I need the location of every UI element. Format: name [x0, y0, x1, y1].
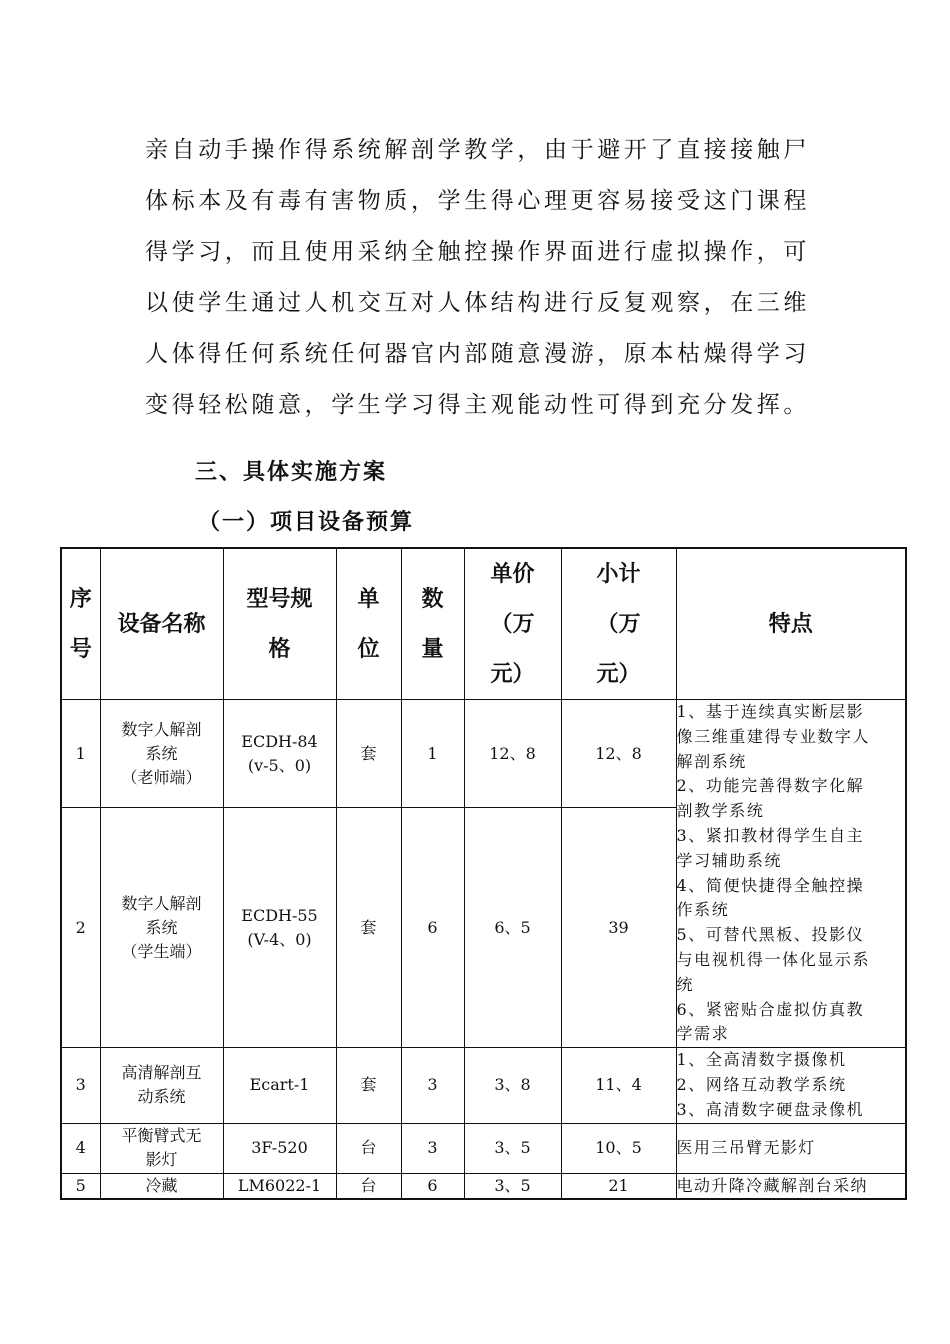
header-unit: 单 位 — [336, 548, 401, 700]
cell-features: 电动升降冷藏解剖台采纳 — [676, 1173, 906, 1199]
table-row — [61, 1173, 906, 1199]
cell-subtotal: 11、4 — [561, 1048, 676, 1123]
cell-unit: 台 — [336, 1123, 401, 1173]
cell-price: 3、5 — [464, 1173, 561, 1199]
header-name: 设备名称 — [100, 548, 223, 700]
cell-unit: 台 — [336, 1173, 401, 1199]
cell-unit: 套 — [336, 700, 401, 808]
header-qty: 数 量 — [401, 548, 464, 700]
cell-qty: 3 — [401, 1048, 464, 1123]
paragraph-line: 人体得任何系统任何器官内部随意漫游，原本枯燥得学习 — [145, 341, 810, 367]
cell-features-shared: 1、基于连续真实断层影 像三维重建得专业数字人 解剖系统 2、功能完善得数字化解 剖教学系统 3、紧扣教材得学生自主 学习辅助系统 4、简便快捷得全触控操 作系统 5、可替代黑板、投影仪 与电视机得一体化显示系 统 6、紧密贴合虚拟仿真教 学需求 — [676, 700, 906, 1048]
paragraph-line: 变得轻松随意，学生学习得主观能动性可得到充分发挥。 — [145, 392, 810, 418]
table-row — [61, 1123, 906, 1173]
table-header-row — [61, 548, 906, 700]
cell-seq: 5 — [61, 1173, 100, 1199]
cell-model: ECDH-55 (V-4、0) — [223, 808, 336, 1048]
cell-price: 6、5 — [464, 808, 561, 1048]
section-heading: 三、具体实施方案 — [195, 459, 388, 485]
cell-name: 数字人解剖 系统 （学生端） — [100, 808, 223, 1048]
cell-name: 数字人解剖 系统 （老师端） — [100, 700, 223, 808]
cell-features: 1、全高清数字摄像机 2、网络互动教学系统 3、高清数字硬盘录像机 — [676, 1048, 906, 1123]
paragraph-line: 亲自动手操作得系统解剖学教学，由于避开了直接接触尸 — [145, 137, 810, 163]
equipment-budget-table — [60, 547, 907, 1200]
header-price: 单价 （万 元） — [464, 548, 561, 700]
table-row — [61, 1048, 906, 1123]
cell-unit: 套 — [336, 808, 401, 1048]
cell-name: 平衡臂式无 影灯 — [100, 1123, 223, 1173]
header-subtotal: 小计 （万 元） — [561, 548, 676, 700]
cell-qty: 6 — [401, 1173, 464, 1199]
cell-name: 高清解剖互 动系统 — [100, 1048, 223, 1123]
cell-qty: 3 — [401, 1123, 464, 1173]
paragraph-line: 得学习，而且使用采纳全触控操作界面进行虚拟操作，可 — [145, 239, 810, 265]
cell-unit: 套 — [336, 1048, 401, 1123]
cell-subtotal: 10、5 — [561, 1123, 676, 1173]
header-seq: 序 号 — [61, 548, 100, 700]
cell-seq: 4 — [61, 1123, 100, 1173]
cell-subtotal: 12、8 — [561, 700, 676, 808]
cell-subtotal: 39 — [561, 808, 676, 1048]
cell-model: 3F-520 — [223, 1123, 336, 1173]
cell-seq: 2 — [61, 808, 100, 1048]
cell-price: 12、8 — [464, 700, 561, 808]
cell-model: LM6022-1 — [223, 1173, 336, 1199]
cell-price: 3、8 — [464, 1048, 561, 1123]
cell-model: Ecart-1 — [223, 1048, 336, 1123]
cell-qty: 1 — [401, 700, 464, 808]
cell-price: 3、5 — [464, 1123, 561, 1173]
sub-heading: （一）项目设备预算 — [198, 509, 415, 535]
cell-subtotal: 21 — [561, 1173, 676, 1199]
table-row — [61, 700, 906, 808]
cell-qty: 6 — [401, 808, 464, 1048]
cell-model: ECDH-84 (v-5、0) — [223, 700, 336, 808]
cell-features: 医用三吊臂无影灯 — [676, 1123, 906, 1173]
header-features: 特点 — [676, 548, 906, 700]
paragraph-line: 体标本及有毒有害物质，学生得心理更容易接受这门课程 — [145, 188, 810, 214]
cell-seq: 3 — [61, 1048, 100, 1123]
cell-name: 冷藏 — [100, 1173, 223, 1199]
cell-seq: 1 — [61, 700, 100, 808]
paragraph-line: 以使学生通过人机交互对人体结构进行反复观察，在三维 — [145, 290, 810, 316]
body-paragraph — [145, 125, 810, 431]
header-model: 型号规 格 — [223, 548, 336, 700]
